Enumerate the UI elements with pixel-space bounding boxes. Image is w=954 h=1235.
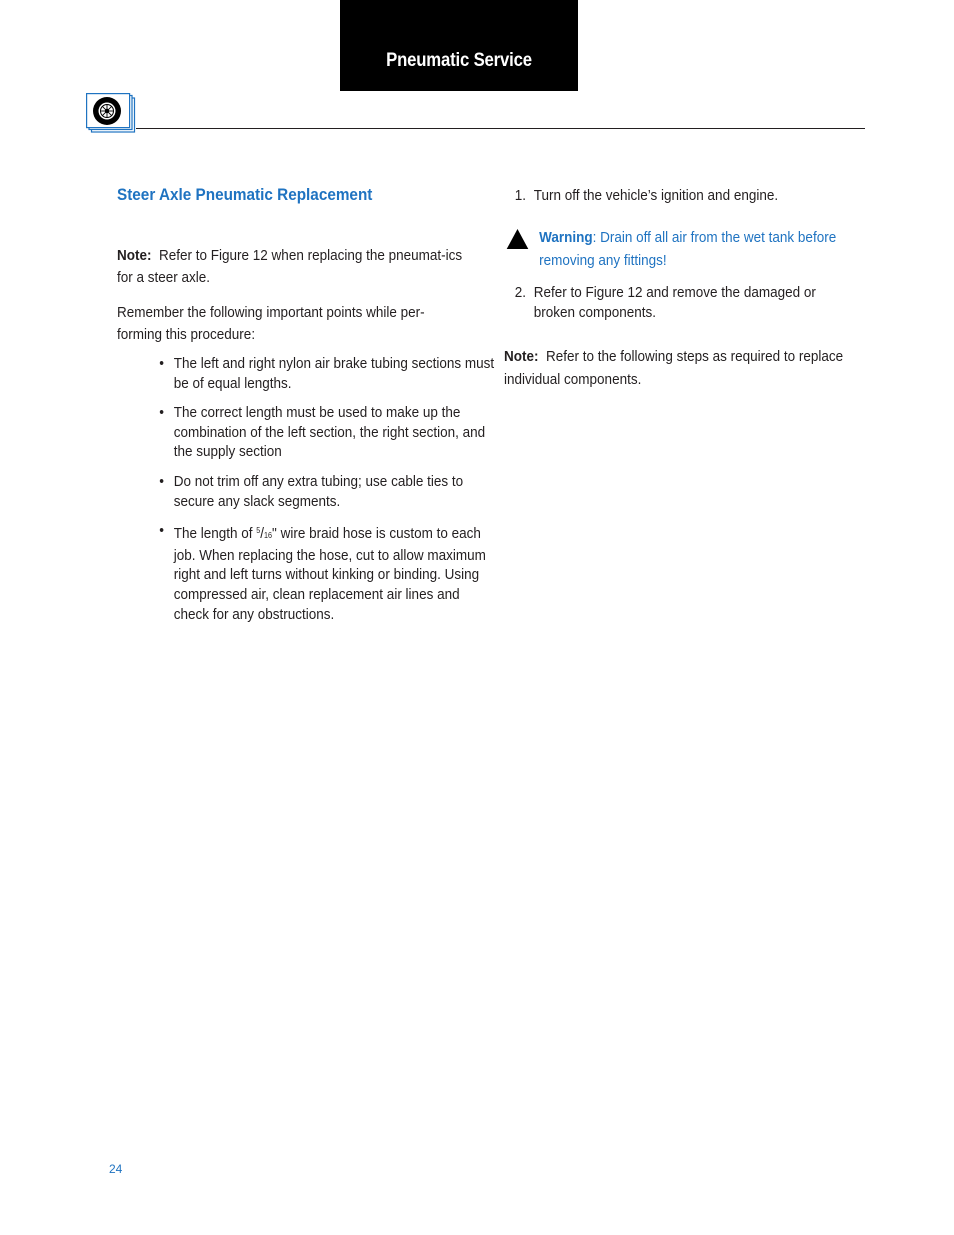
list-item: • The length of $^5$/16" wire braid hose is custom to each job. When replacing the hose, cut to allow maximum right and left turns without kinking or binding. Using compressed air, clean replacement air lines and check for any obstructions.: [159, 522, 486, 623]
step-text: Turn off the vehicle’s ignition and engine.: [533, 187, 779, 204]
section-heading: Steer Axle Pneumatic Replacement: [117, 185, 373, 204]
warning-label: Warning: [539, 229, 593, 246]
list-item: [117, 354, 495, 393]
note-text: Refer to the following steps as required to replace individual components.: [504, 348, 844, 388]
list-item-prefix: The length of: [173, 525, 253, 543]
note-text: Refer to Figure 12 when replacing the pneumat-ics for a steer axle.: [117, 247, 463, 286]
bullet: •: [159, 404, 165, 422]
steps-list-2: [504, 283, 855, 323]
header-rule: [136, 128, 865, 129]
list-item-text: The left and right nylon air brake tubing sections must be of equal lengths.: [173, 355, 495, 392]
note-paragraph: [504, 345, 846, 391]
fraction-denominator: 16: [264, 531, 273, 541]
step-text: Refer to Figure 12 and remove the damaged or broken components.: [533, 284, 816, 321]
tire-wheel-icon: [86, 93, 136, 133]
points-list: [117, 354, 495, 624]
page-number: 24: [109, 1162, 123, 1176]
step-item: [504, 186, 855, 206]
left-column-text: [117, 183, 495, 624]
right-column: [504, 183, 904, 391]
list-item-text: Do not trim off any extra tubing; use cable ties to secure any slack segments.: [173, 472, 464, 510]
list-item: [117, 472, 495, 511]
right-column-text: [504, 186, 864, 391]
bullet: •: [159, 522, 165, 540]
section-title: Pneumatic Service: [386, 50, 532, 71]
list-item-text: " wire braid hose is custom to each job. When replacing the hose, cut to allow maximum right and left turns without kinking or binding. Using compressed air, clean replacement air lines and check for any obstructions.: [173, 525, 486, 623]
steps-list-1: [504, 186, 855, 206]
note-label: Note:: [117, 247, 152, 264]
fraction-numerator: 5: [256, 526, 261, 536]
left-column: [117, 183, 517, 624]
step-number: 2.: [514, 284, 527, 301]
intro-paragraph: Remember the following important points while per-forming this procedure:: [117, 304, 425, 343]
bullet: •: [159, 472, 165, 490]
warning-text: : Drain off all air from the wet tank before removing any fittings!: [539, 229, 837, 269]
warning-callout: [504, 226, 868, 272]
warning-triangle-icon: [506, 228, 529, 250]
list-item: [117, 403, 495, 462]
bullet: •: [159, 355, 165, 372]
note-label: Note:: [504, 348, 539, 365]
section-header-tab: [340, 0, 578, 91]
step-item: [504, 283, 855, 323]
list-item-text: The correct length must be used to make up the combination of the left section, the right section, and the supply section: [173, 404, 486, 461]
note-paragraph: [117, 245, 468, 289]
step-number: 1.: [514, 187, 527, 204]
